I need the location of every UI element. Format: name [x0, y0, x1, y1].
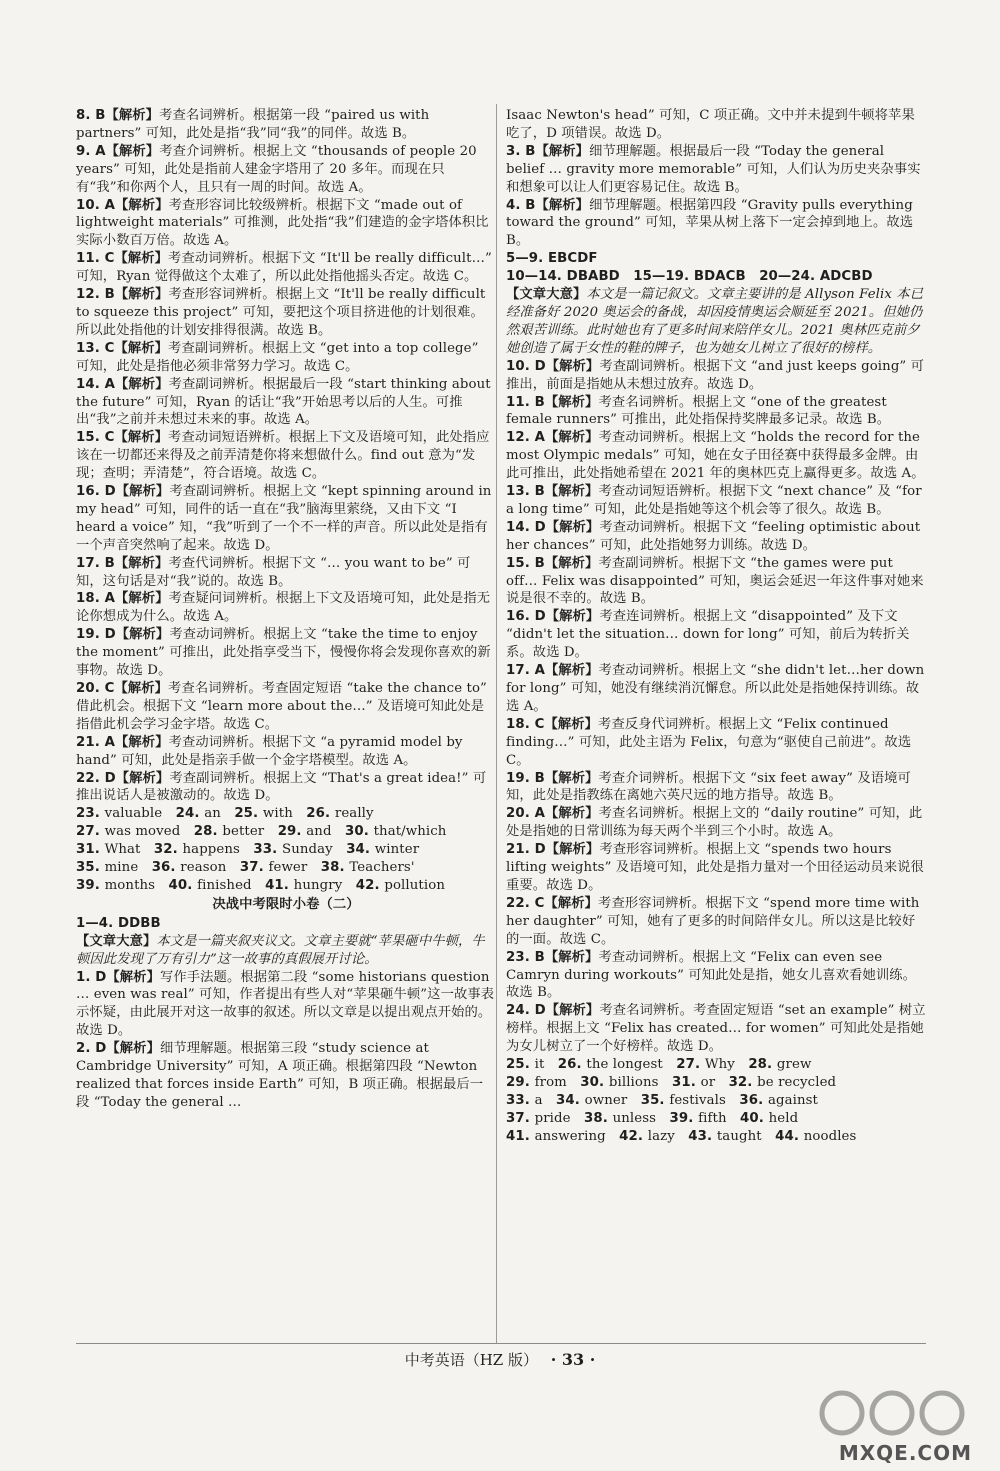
- fill-answer: the longest: [586, 1057, 663, 1073]
- fill-answer: that/which: [373, 824, 447, 840]
- answer-item: [506, 841, 926, 895]
- fill-number: 25.: [234, 806, 263, 822]
- item-answer: B: [104, 555, 115, 571]
- right-fill-answers: [506, 1056, 926, 1146]
- item-explanation: 考查动词辨析。根据下文 “a pyramid model by hand” 可知，此处是指亲手做一个金字塔模型。故选 A。: [76, 734, 463, 768]
- item-tag: 【解析】: [545, 609, 600, 625]
- answer-item: [76, 770, 496, 806]
- item-tag: 【解析】: [535, 197, 590, 213]
- item-tag: 【解析】: [544, 770, 599, 786]
- item-answer: A: [104, 591, 115, 607]
- answer-item: [76, 340, 496, 376]
- answer-item: [76, 143, 496, 197]
- item-number: 8.: [76, 108, 96, 123]
- item-tag: 【解析】: [545, 1003, 600, 1019]
- item-number: 20.: [76, 681, 105, 696]
- fill-answer: finished: [197, 877, 252, 893]
- fill-number: 43.: [688, 1128, 717, 1144]
- fill-number: 27.: [676, 1057, 705, 1073]
- item-answer: C: [104, 430, 115, 446]
- item-explanation: 考查动词辨析。根据上文 “holds the record for the most Olympic medals” 可知，她在女子田径赛中获得最多金牌。由此可推出，此处指她希望在 2021 年的奥林匹克上赢得更多。故选 A。: [506, 430, 925, 482]
- section-title: 决战中考限时小卷（二）: [212, 896, 360, 912]
- item-tag: 【解析】: [535, 143, 590, 159]
- fill-number: 40.: [740, 1110, 769, 1126]
- item-tag: 【解析】: [545, 358, 600, 374]
- item-answer: D: [534, 519, 546, 535]
- item-explanation: 考查疑问词辨析。根据上下文及语境可知，此处是指无论你想成为什么。故选 A。: [76, 591, 491, 625]
- item-tag: 【解析】: [545, 663, 599, 679]
- choice-answers-10-24: [506, 268, 926, 286]
- answer-item: [506, 949, 926, 1003]
- item-number: 21.: [506, 842, 535, 858]
- item-answer: B: [104, 287, 115, 303]
- fill-number: 28.: [193, 824, 223, 840]
- fill-answer: an: [204, 806, 221, 822]
- item-answer: C: [534, 716, 545, 732]
- item-explanation: 考查动词短语辨析。根据上下文及语境可知，此处指应该在一切都还来得及之前弄清楚你将来想做什么。find out 意为“发现；查明；弄清楚”，符合语境。故选 C。: [76, 430, 490, 482]
- right-column: [506, 107, 926, 1146]
- item-answer: D: [534, 609, 546, 625]
- fill-number: 38.: [584, 1110, 613, 1126]
- left-answer-list: [76, 107, 496, 805]
- fill-number: 25.: [506, 1057, 535, 1073]
- item-explanation: 考查形容词辨析。根据下文 “spend more time with her daughter” 可知，她有了更多的时间陪伴女儿。所以这是比较好的一面。故选 C。: [506, 895, 920, 947]
- item-explanation: 考查名词辨析。考查固定短语 “take the chance to” 借此机会。根据下文 “learn more about the…” 及语境可知此处是指借此机会学习金字塔。故选 C。: [76, 681, 487, 732]
- answer-item: [506, 895, 926, 949]
- fill-number: 39.: [76, 877, 105, 893]
- fill-number: 31.: [76, 842, 105, 858]
- item-number: 17.: [76, 555, 105, 571]
- item-explanation: 考查副词辨析。根据下文 “the games were put off… Felix was disappointed” 可知，奥运会延迟一年这件事对她来说是很不幸的。故选 B。: [506, 555, 924, 607]
- item-explanation: 考查动词辨析。根据下文 “It'll be really difficult…” 可知，Ryan 觉得做这个太难了，所以此处指他摇头否定。故选 C。: [76, 251, 492, 285]
- fill-answer: festivals: [669, 1092, 726, 1108]
- answer-item: [76, 734, 496, 770]
- fill-number: 41.: [265, 877, 294, 893]
- item-number: 1.: [76, 969, 96, 985]
- item-answer: A: [104, 376, 115, 392]
- answer-item: [76, 429, 496, 483]
- item-tag: 【解析】: [115, 197, 169, 213]
- item-number: 19.: [506, 770, 535, 786]
- item-tag: 【解析】: [115, 591, 169, 607]
- fill-number: 40.: [168, 877, 198, 893]
- fill-answer: and: [306, 824, 332, 840]
- item-explanation: 考查名词辨析。根据上文的 “daily routine” 可知，此处是指她的日常训练为每天两个半到三个小时。故选 A。: [506, 806, 923, 840]
- fill-number: 30.: [580, 1074, 609, 1090]
- fill-answer: lazy: [647, 1128, 675, 1144]
- answer-item: [506, 394, 926, 430]
- choice-range: 10—14. DBABD: [506, 269, 620, 285]
- fill-answer: noodles: [803, 1128, 857, 1144]
- item-tag: 【解析】: [115, 627, 170, 643]
- item-tag: 【解析】: [105, 108, 160, 123]
- answer-item: [76, 376, 496, 430]
- fill-row: [506, 1110, 926, 1128]
- item-number: 15.: [506, 555, 535, 571]
- answer-item: [506, 197, 926, 251]
- column-divider: [496, 104, 497, 1344]
- item-answer: D: [104, 484, 116, 500]
- fill-number: 28.: [748, 1057, 777, 1073]
- fill-answer: What: [104, 842, 141, 858]
- answer-item: [506, 519, 926, 555]
- item-tag: 【解析】: [544, 484, 599, 500]
- answer-item: [506, 716, 926, 770]
- item-answer: D: [534, 842, 546, 858]
- answer-item: [76, 969, 496, 1041]
- item-explanation: 考查连词辨析。根据上文 “disappointed” 及下文 “didn't let the situation… down for long” 可知，前后为转折关系。故选 D。: [506, 609, 910, 661]
- fill-answer: months: [104, 877, 156, 893]
- item-explanation: 考查副词辨析。根据上文 “That's a great idea!” 可推出说话人是被激动的。故选 D。: [76, 770, 487, 804]
- answer-item: [506, 143, 926, 197]
- fill-answer: against: [767, 1092, 819, 1108]
- item-explanation: 写作手法题。根据第二段 “some historians question … even was real” 可知，作者提出有些人对“苹果砸牛顿”这一故事表示怀疑，由此展开对这一故事的叙述。所以文章是以提出观点开始的。故选 D。: [76, 969, 495, 1039]
- fill-answer: a: [534, 1092, 543, 1108]
- fill-answer: grew: [776, 1057, 812, 1073]
- item-number: 3.: [506, 143, 526, 159]
- item-number: 21.: [76, 734, 105, 750]
- item-tag: 【解析】: [114, 287, 169, 303]
- item-answer: C: [534, 895, 545, 911]
- item-answer: B: [525, 197, 536, 213]
- page-number: · 33 ·: [550, 1350, 596, 1369]
- item-answer: B: [95, 108, 106, 123]
- item-answer: A: [95, 143, 106, 159]
- fill-answer: happens: [182, 842, 240, 858]
- fill-number: 26.: [557, 1057, 587, 1073]
- item-number: 9.: [76, 143, 96, 159]
- item-number: 12.: [76, 287, 105, 303]
- item-explanation: 考查名词辨析。根据第一段 “paired us with partners” 可知，此处是指“我”同“我”的同伴。故选 B。: [76, 108, 430, 141]
- item-number: 12.: [506, 430, 535, 446]
- item-explanation: 考查副词辨析。根据下文 “and just keeps going” 可推出，前面是指她从未想过放弃。故选 D。: [506, 358, 925, 392]
- fill-answer: valuable: [104, 806, 163, 822]
- item-number: 22.: [506, 895, 535, 911]
- item-number: 24.: [506, 1003, 535, 1019]
- fill-number: 27.: [76, 824, 105, 840]
- item-answer: D: [95, 969, 107, 985]
- fill-answer: hungry: [293, 877, 343, 893]
- fill-answer: pride: [534, 1110, 571, 1126]
- item-explanation: 考查动词辨析。根据上文 “Felix can even see Camryn during workouts” 可知此处是指，她女儿喜欢看她训练。故选 B。: [506, 949, 917, 1001]
- fill-row: [76, 841, 496, 859]
- item-answer: D: [104, 627, 116, 643]
- item-explanation: 考查形容词辨析。根据上文 “spends two hours lifting weights” 及语境可知，此处是指力量对一个田径运动员来说很重要。故选 D。: [506, 842, 924, 893]
- item-number: 18.: [76, 591, 105, 607]
- item-tag: 【解析】: [544, 394, 599, 410]
- item-explanation: 考查副词辨析。根据上文 “kept spinning around in my head” 可知，同件的话一直在“我”脑海里萦绕，又由下文 “I heard a voice” 知，“我”听到了一个不一样的声音。所以此处是指有一个声音突然响了起来。故选 D。: [76, 484, 492, 553]
- answer-item: [76, 680, 496, 734]
- continued-text: Isaac Newton's head” 可知，C 项正确。文中并未提到牛顿将苹果吃了，D 项错误。故选 D。: [506, 108, 915, 141]
- section2-choice-answers: 1—4. DDBB: [76, 915, 161, 931]
- item-tag: 【解析】: [114, 251, 169, 267]
- item-explanation: 考查动词短语辨析。根据下文 “next chance” 及 “for a long time” 可知，此处是指她等这个机会等了很久。故选 B。: [506, 484, 922, 517]
- answer-item: [76, 107, 496, 143]
- item-tag: 【解析】: [114, 681, 169, 696]
- item-number: 10.: [506, 358, 535, 374]
- choice-range: 15—19. BDACB: [633, 269, 746, 285]
- item-answer: C: [104, 251, 115, 267]
- answer-item: [76, 555, 496, 591]
- fill-answer: mine: [104, 860, 139, 876]
- item-explanation: 细节理解题。根据第三段 “study science at Cambridge University” 可知，A 项正确。根据第四段 “Newton realized that forces inside Earth” 可知，B 项正确。根据最后一段 “Today the general …: [76, 1041, 484, 1110]
- fill-answer: better: [222, 824, 265, 840]
- item-answer: D: [104, 770, 116, 786]
- fill-row: [76, 859, 496, 877]
- item-number: 18.: [506, 716, 535, 732]
- fill-number: 41.: [506, 1128, 535, 1144]
- fill-number: 24.: [175, 806, 205, 822]
- item-explanation: 考查名词辨析。考查固定短语 “set an example” 树立榜样。根据上文 “Felix has created… for women” 可知此处是指她为女儿树立了一个好榜样。故选 D。: [506, 1003, 926, 1055]
- item-tag: 【解析】: [115, 734, 169, 750]
- item-tag: 【解析】: [114, 430, 169, 446]
- fill-answer: taught: [716, 1128, 762, 1144]
- page-footer: [0, 1349, 1000, 1370]
- item-number: 11.: [506, 394, 535, 410]
- fill-answer: pollution: [384, 877, 445, 893]
- answer-item: [506, 662, 926, 716]
- fill-answer: with: [262, 806, 293, 822]
- item-answer: B: [534, 394, 545, 410]
- answer-item: [76, 286, 496, 340]
- item-number: 4.: [506, 197, 526, 213]
- fill-answer: winter: [374, 842, 420, 858]
- item-answer: A: [534, 663, 545, 679]
- item-tag: 【解析】: [545, 842, 600, 858]
- item-explanation: 考查副词辨析。根据最后一段 “start thinking about the future” 可知，Ryan 的话让“我”开始思考以后的人生。可推出“我”之前并未想过未来的事。故选 A。: [76, 376, 491, 428]
- item-answer: C: [104, 681, 115, 696]
- fill-row: [76, 823, 496, 841]
- item-tag: 【解析】: [544, 949, 599, 965]
- item-answer: D: [95, 1041, 107, 1057]
- answer-item: [76, 1040, 496, 1112]
- fill-answer: owner: [584, 1092, 628, 1108]
- fill-number: 26.: [306, 806, 335, 822]
- item-explanation: 细节理解题。根据最后一段 “Today the general belief … gravity more memorable” 可知，人们认为历史夹杂事实和想象可以让人们更容易记住。故选 B。: [506, 143, 921, 195]
- fill-answer: Sunday: [281, 842, 333, 858]
- fill-number: 23.: [76, 806, 105, 822]
- item-number: 17.: [506, 663, 535, 679]
- item-tag: 【解析】: [544, 716, 599, 732]
- answer-item: [76, 626, 496, 680]
- item-explanation: 细节理解题。根据第四段 “Gravity pulls everything toward the ground” 可知，苹果从树上落下一定会掉到地上。故选 B。: [506, 197, 914, 249]
- item-tag: 【解析】: [105, 143, 160, 159]
- item-number: 14.: [76, 376, 105, 392]
- item-explanation: 考查反身代词辨析。根据上文 “Felix continued finding…” 可知，此处主语为 Felix，句意为“驱使自己前进”。故选 C。: [506, 716, 912, 768]
- item-number: 10.: [76, 197, 105, 213]
- left-answer-list-2: [76, 969, 496, 1112]
- item-tag: 【解析】: [544, 555, 599, 571]
- fill-answer: answering: [534, 1128, 606, 1144]
- item-answer: B: [534, 949, 545, 965]
- section2-summary: 【文章大意】本文是一篇夹叙夹议文。文章主要就“苹果砸中牛顿，牛顿因此发现了万有引力”这一故事的真假展开讨论。: [76, 933, 485, 967]
- fill-row: [506, 1074, 926, 1092]
- item-answer: C: [104, 340, 115, 356]
- answer-item: [76, 250, 496, 286]
- fill-answer: be recycled: [757, 1074, 837, 1090]
- fill-number: 38.: [320, 860, 350, 876]
- fill-row: [506, 1092, 926, 1110]
- item-answer: B: [525, 143, 536, 159]
- item-number: 2.: [76, 1041, 96, 1057]
- right-summary: 【文章大意】本文是一篇记叙文。文章主要讲的是 Allyson Felix 本已经准备好 2020 奥运会的备战，却因疫情奥运会顺延至 2021。但她仍然艰苦训练。此时她也有了更多时间来陪伴女儿。2021 奥林匹克前夕她创造了属于女性的鞋的牌子，也为她女儿树立了很好的榜样。: [506, 287, 924, 356]
- item-explanation: 考查介词辨析。根据下文 “six feet away” 及语境可知，此处是指教练在离她六英尺远的地方指导。故选 B。: [506, 770, 911, 804]
- fill-row: [506, 1128, 926, 1146]
- item-number: 22.: [76, 770, 105, 786]
- answer-item: [506, 1002, 926, 1056]
- answer-item: [506, 429, 926, 483]
- fill-answer: reason: [180, 860, 227, 876]
- item-tag: 【解析】: [545, 430, 599, 446]
- item-tag: 【解析】: [114, 555, 169, 571]
- fill-number: 32.: [728, 1074, 758, 1090]
- fill-number: 30.: [345, 824, 374, 840]
- item-number: 20.: [506, 806, 535, 822]
- fill-number: 31.: [672, 1074, 701, 1090]
- item-explanation: 考查动词辨析。根据上文 “take the time to enjoy the moment” 可推出，此处指享受当下，慢慢你将会发现你喜欢的新事物。故选 D。: [76, 627, 491, 679]
- fill-row: [76, 805, 496, 823]
- choice-answers-5-9: 5—9. EBCDF: [506, 251, 598, 267]
- left-fill-answers: [76, 805, 496, 895]
- choice-range: 20—24. ADCBD: [759, 269, 873, 285]
- item-answer: B: [534, 484, 545, 500]
- fill-number: 35.: [640, 1092, 670, 1108]
- answer-item: [506, 805, 926, 841]
- fill-number: 32.: [153, 842, 183, 858]
- fill-row: [506, 1056, 926, 1074]
- item-number: 19.: [76, 627, 105, 643]
- item-number: 23.: [506, 949, 535, 965]
- item-answer: D: [534, 358, 546, 374]
- fill-number: 37.: [506, 1110, 535, 1126]
- item-explanation: 考查动词辨析。根据下文 “feeling optimistic about her chances” 可知，此处指她努力训练。故选 D。: [506, 519, 921, 553]
- item-answer: A: [104, 197, 115, 213]
- item-answer: A: [534, 430, 545, 446]
- fill-answer: billions: [608, 1074, 659, 1090]
- answer-item: [506, 358, 926, 394]
- fill-number: 37.: [239, 860, 269, 876]
- right-answer-list-2: [506, 358, 926, 1056]
- fill-answer: was moved: [104, 824, 181, 840]
- item-tag: 【解析】: [114, 340, 169, 356]
- fill-answer: it: [534, 1057, 545, 1073]
- footer-rule: [76, 1343, 926, 1344]
- answer-item: [506, 555, 926, 609]
- fill-number: 44.: [775, 1128, 804, 1144]
- fill-answer: held: [768, 1110, 799, 1126]
- fill-answer: really: [334, 806, 374, 822]
- left-column: [76, 107, 496, 1112]
- fill-number: 34.: [556, 1092, 585, 1108]
- answer-item: [506, 608, 926, 662]
- answer-item: [76, 197, 496, 251]
- item-answer: D: [534, 1003, 546, 1019]
- item-number: 14.: [506, 519, 535, 535]
- item-explanation: 考查介词辨析。根据上文 “thousands of people 20 years” 可知，此处是指前人建金字塔用了 20 多年。而现在只有“我”和你两个人，且只有一周的时间。故选 A。: [76, 143, 477, 195]
- fill-number: 35.: [76, 860, 105, 876]
- fill-row: [76, 877, 496, 895]
- fill-number: 36.: [151, 860, 181, 876]
- item-tag: 【解析】: [115, 770, 170, 786]
- answer-item: [506, 770, 926, 806]
- item-answer: B: [534, 555, 545, 571]
- answer-item: [76, 590, 496, 626]
- fill-answer: or: [700, 1074, 716, 1090]
- item-answer: A: [534, 806, 545, 822]
- fill-answer: unless: [612, 1110, 657, 1126]
- answer-item: [506, 483, 926, 519]
- fill-number: 34.: [346, 842, 375, 858]
- item-tag: 【解析】: [115, 376, 169, 392]
- item-explanation: 考查形容词比较级辨析。根据下文 “made out of lightweight materials” 可推测，此处指“我”们建造的金字塔体积比实际小数百万倍。故选 A。: [76, 197, 489, 249]
- item-tag: 【解析】: [544, 895, 599, 911]
- item-tag: 【解析】: [115, 484, 170, 500]
- fill-answer: Teachers': [349, 860, 415, 876]
- item-answer: A: [104, 734, 115, 750]
- item-tag: 【解析】: [106, 969, 160, 985]
- fill-number: 42.: [619, 1128, 648, 1144]
- item-number: 11.: [76, 251, 105, 267]
- item-explanation: 考查动词辨析。根据上文 “she didn't let…her down for long” 可知，她没有继续消沉懈怠。所以此处是指她保持训练。故选 A。: [506, 663, 925, 714]
- item-explanation: 考查形容词辨析。根据上文 “It'll be really difficult to squeeze this project” 可知，要把这个项目挤进他的计划很难。所以此处指他的计划安排得很满。故选 B。: [76, 287, 486, 338]
- item-explanation: 考查副词辨析。根据上文 “get into a top college” 可知，此处是指他必须非常努力学习。故选 C。: [76, 340, 479, 374]
- fill-number: 42.: [355, 877, 385, 893]
- fill-number: 36.: [739, 1092, 768, 1108]
- fill-number: 33.: [506, 1092, 535, 1108]
- item-explanation: 考查代词辨析。根据下文 “… you want to be” 可知，这句话是对“我”说的。故选 B。: [76, 555, 471, 589]
- item-number: 15.: [76, 430, 105, 446]
- fill-number: 39.: [669, 1110, 699, 1126]
- fill-number: 29.: [506, 1074, 535, 1090]
- item-tag: 【解析】: [545, 806, 599, 822]
- fill-number: 33.: [253, 842, 282, 858]
- item-tag: 【解析】: [106, 1041, 160, 1057]
- answer-item: [76, 483, 496, 555]
- right-answer-list: [506, 143, 926, 250]
- item-tag: 【解析】: [545, 519, 600, 535]
- fill-answer: Why: [704, 1057, 735, 1073]
- fill-answer: fewer: [268, 860, 308, 876]
- item-number: 16.: [76, 484, 105, 500]
- item-answer: B: [534, 770, 545, 786]
- fill-answer: fifth: [698, 1110, 727, 1126]
- watermark-text: MXQE.COM: [838, 1441, 972, 1465]
- book-title: 中考英语（HZ 版）: [404, 1351, 538, 1369]
- fill-number: 29.: [277, 824, 307, 840]
- fill-answer: from: [534, 1074, 567, 1090]
- item-number: 13.: [506, 484, 535, 500]
- item-number: 13.: [76, 340, 105, 356]
- item-explanation: 考查名词辨析。根据上文 “one of the greatest female runners” 可推出，此处指保持奖牌最多记录。故选 B。: [506, 394, 891, 428]
- item-number: 16.: [506, 609, 535, 625]
